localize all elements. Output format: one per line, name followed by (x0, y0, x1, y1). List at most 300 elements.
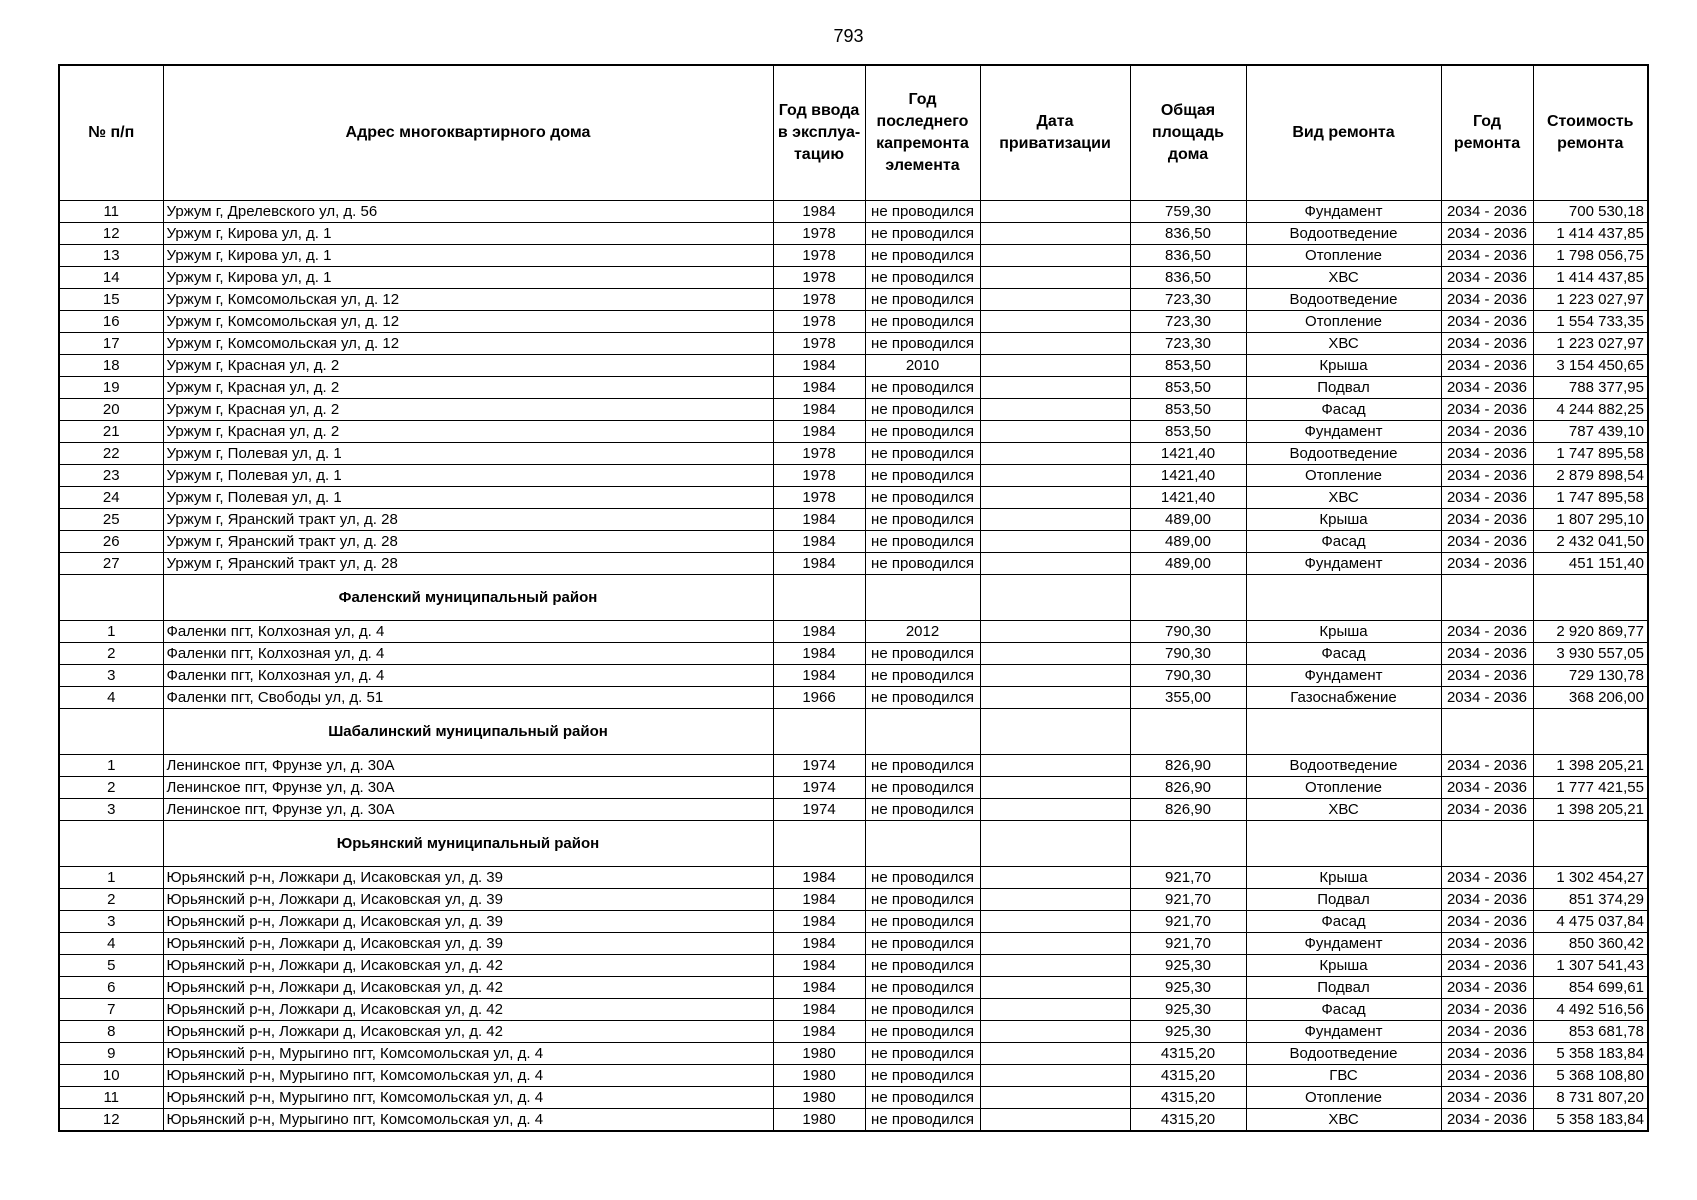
section-empty-cell (1246, 709, 1441, 755)
row-repair-period: 2034 - 2036 (1441, 223, 1533, 245)
table-row (59, 977, 1648, 999)
section-empty-cell (1246, 575, 1441, 621)
row-area: 921,70 (1130, 867, 1246, 889)
row-repair-period: 2034 - 2036 (1441, 1043, 1533, 1065)
row-address: Юрьянский р-н, Ложкари д, Исаковская ул, д. 39 (163, 889, 773, 911)
row-last-repair: не проводился (865, 1087, 980, 1109)
row-year-commission: 1978 (773, 245, 865, 267)
row-repair-type: Крыша (1246, 509, 1441, 531)
row-number: 23 (59, 465, 163, 487)
row-repair-period: 2034 - 2036 (1441, 509, 1533, 531)
row-year-commission: 1984 (773, 933, 865, 955)
row-repair-type: Отопление (1246, 245, 1441, 267)
row-privatization (980, 621, 1130, 643)
row-last-repair: не проводился (865, 665, 980, 687)
section-empty-cell (1441, 821, 1533, 867)
row-address: Уржум г, Кирова ул, д. 1 (163, 245, 773, 267)
row-cost: 1 747 895,58 (1533, 443, 1648, 465)
section-row (59, 821, 1648, 867)
row-cost: 853 681,78 (1533, 1021, 1648, 1043)
header-num: № п/п (59, 65, 163, 201)
row-cost: 700 530,18 (1533, 201, 1648, 223)
row-number: 3 (59, 799, 163, 821)
row-number: 6 (59, 977, 163, 999)
row-address: Фаленки пгт, Свободы ул, д. 51 (163, 687, 773, 709)
row-cost: 8 731 807,20 (1533, 1087, 1648, 1109)
row-year-commission: 1984 (773, 955, 865, 977)
row-year-commission: 1984 (773, 355, 865, 377)
row-address: Уржум г, Кирова ул, д. 1 (163, 223, 773, 245)
row-privatization (980, 955, 1130, 977)
row-repair-period: 2034 - 2036 (1441, 553, 1533, 575)
section-empty-cell (773, 821, 865, 867)
row-cost: 3 154 450,65 (1533, 355, 1648, 377)
row-repair-period: 2034 - 2036 (1441, 421, 1533, 443)
row-cost: 1 398 205,21 (1533, 755, 1648, 777)
row-year-commission: 1984 (773, 531, 865, 553)
row-privatization (980, 933, 1130, 955)
row-last-repair: не проводился (865, 1065, 980, 1087)
row-privatization (980, 687, 1130, 709)
row-number: 20 (59, 399, 163, 421)
row-repair-period: 2034 - 2036 (1441, 333, 1533, 355)
row-cost: 1 223 027,97 (1533, 289, 1648, 311)
row-repair-type: ХВС (1246, 487, 1441, 509)
section-empty-cell (1130, 821, 1246, 867)
row-area: 925,30 (1130, 977, 1246, 999)
row-address: Уржум г, Полевая ул, д. 1 (163, 443, 773, 465)
section-row (59, 575, 1648, 621)
row-last-repair: не проводился (865, 1043, 980, 1065)
table-header-row (59, 65, 1648, 201)
row-cost: 729 130,78 (1533, 665, 1648, 687)
row-cost: 1 414 437,85 (1533, 223, 1648, 245)
row-repair-type: Водоотведение (1246, 289, 1441, 311)
table-row (59, 377, 1648, 399)
row-repair-type: Водоотведение (1246, 755, 1441, 777)
row-repair-type: ГВС (1246, 1065, 1441, 1087)
row-cost: 3 930 557,05 (1533, 643, 1648, 665)
row-last-repair: не проводился (865, 867, 980, 889)
row-repair-type: ХВС (1246, 267, 1441, 289)
row-cost: 2 920 869,77 (1533, 621, 1648, 643)
row-number: 21 (59, 421, 163, 443)
header-privatization-date: Дата приватизации (980, 65, 1130, 201)
row-last-repair: не проводился (865, 311, 980, 333)
row-privatization (980, 889, 1130, 911)
row-area: 925,30 (1130, 999, 1246, 1021)
table-row (59, 889, 1648, 911)
section-empty-cell (1130, 575, 1246, 621)
row-year-commission: 1984 (773, 867, 865, 889)
row-number: 14 (59, 267, 163, 289)
row-cost: 368 206,00 (1533, 687, 1648, 709)
row-address: Уржум г, Яранский тракт ул, д. 28 (163, 553, 773, 575)
row-privatization (980, 245, 1130, 267)
row-number: 26 (59, 531, 163, 553)
section-title: Шабалинский муниципальный район (163, 709, 773, 755)
row-privatization (980, 421, 1130, 443)
row-area: 4315,20 (1130, 1087, 1246, 1109)
row-last-repair: не проводился (865, 889, 980, 911)
row-address: Юрьянский р-н, Мурыгино пгт, Комсомольская ул, д. 4 (163, 1087, 773, 1109)
row-year-commission: 1978 (773, 223, 865, 245)
row-privatization (980, 289, 1130, 311)
row-area: 723,30 (1130, 333, 1246, 355)
table-row (59, 245, 1648, 267)
row-cost: 1 414 437,85 (1533, 267, 1648, 289)
header-year-commission: Год ввода в эксплуа-тацию (773, 65, 865, 201)
row-number: 2 (59, 777, 163, 799)
row-repair-type: Фасад (1246, 911, 1441, 933)
row-address: Фаленки пгт, Колхозная ул, д. 4 (163, 621, 773, 643)
row-address: Юрьянский р-н, Ложкари д, Исаковская ул, д. 42 (163, 955, 773, 977)
row-repair-period: 2034 - 2036 (1441, 531, 1533, 553)
row-year-commission: 1984 (773, 421, 865, 443)
table-row (59, 1087, 1648, 1109)
header-last-repair-year: Год последнего капремонта элемента (865, 65, 980, 201)
table-row (59, 777, 1648, 799)
row-address: Юрьянский р-н, Мурыгино пгт, Комсомольская ул, д. 4 (163, 1109, 773, 1132)
row-repair-period: 2034 - 2036 (1441, 1087, 1533, 1109)
section-empty-cell (1441, 709, 1533, 755)
table-row (59, 755, 1648, 777)
row-privatization (980, 999, 1130, 1021)
row-area: 790,30 (1130, 643, 1246, 665)
row-privatization (980, 911, 1130, 933)
page-number: 793 (833, 26, 864, 46)
row-repair-type: ХВС (1246, 1109, 1441, 1132)
row-privatization (980, 1065, 1130, 1087)
row-number: 7 (59, 999, 163, 1021)
row-year-commission: 1980 (773, 1043, 865, 1065)
row-repair-period: 2034 - 2036 (1441, 1021, 1533, 1043)
row-number: 8 (59, 1021, 163, 1043)
row-area: 921,70 (1130, 933, 1246, 955)
row-number: 17 (59, 333, 163, 355)
row-year-commission: 1980 (773, 1065, 865, 1087)
section-empty-cell (59, 821, 163, 867)
row-repair-type: Крыша (1246, 621, 1441, 643)
row-year-commission: 1984 (773, 553, 865, 575)
row-area: 853,50 (1130, 377, 1246, 399)
row-last-repair: не проводился (865, 201, 980, 223)
table-row (59, 399, 1648, 421)
row-address: Фаленки пгт, Колхозная ул, д. 4 (163, 643, 773, 665)
row-address: Уржум г, Красная ул, д. 2 (163, 355, 773, 377)
row-last-repair: не проводился (865, 421, 980, 443)
row-repair-type: Подвал (1246, 377, 1441, 399)
row-address: Юрьянский р-н, Ложкари д, Исаковская ул, д. 39 (163, 911, 773, 933)
row-privatization (980, 777, 1130, 799)
table-row (59, 311, 1648, 333)
row-area: 826,90 (1130, 755, 1246, 777)
table-row (59, 509, 1648, 531)
row-repair-period: 2034 - 2036 (1441, 621, 1533, 643)
row-cost: 1 807 295,10 (1533, 509, 1648, 531)
row-number: 18 (59, 355, 163, 377)
section-empty-cell (59, 709, 163, 755)
row-year-commission: 1974 (773, 799, 865, 821)
row-cost: 2 879 898,54 (1533, 465, 1648, 487)
row-number: 3 (59, 665, 163, 687)
row-area: 925,30 (1130, 955, 1246, 977)
row-privatization (980, 531, 1130, 553)
header-repair-year: Год ремонта (1441, 65, 1533, 201)
row-last-repair: не проводился (865, 289, 980, 311)
row-year-commission: 1984 (773, 399, 865, 421)
table-row (59, 1043, 1648, 1065)
row-last-repair: не проводился (865, 377, 980, 399)
row-number: 22 (59, 443, 163, 465)
row-privatization (980, 1043, 1130, 1065)
table-row (59, 223, 1648, 245)
row-repair-period: 2034 - 2036 (1441, 443, 1533, 465)
row-repair-period: 2034 - 2036 (1441, 867, 1533, 889)
row-last-repair: не проводился (865, 643, 980, 665)
row-repair-type: Подвал (1246, 977, 1441, 999)
row-address: Уржум г, Полевая ул, д. 1 (163, 465, 773, 487)
row-year-commission: 1978 (773, 267, 865, 289)
row-privatization (980, 399, 1130, 421)
row-last-repair: не проводился (865, 777, 980, 799)
row-cost: 1 302 454,27 (1533, 867, 1648, 889)
row-cost: 1 554 733,35 (1533, 311, 1648, 333)
row-repair-type: Крыша (1246, 867, 1441, 889)
row-area: 853,50 (1130, 399, 1246, 421)
row-number: 4 (59, 933, 163, 955)
table-row (59, 999, 1648, 1021)
header-total-area: Общая площадь дома (1130, 65, 1246, 201)
row-cost: 5 358 183,84 (1533, 1109, 1648, 1132)
section-empty-cell (1246, 821, 1441, 867)
row-address: Ленинское пгт, Фрунзе ул, д. 30А (163, 799, 773, 821)
row-repair-type: Крыша (1246, 355, 1441, 377)
row-address: Уржум г, Яранский тракт ул, д. 28 (163, 509, 773, 531)
row-number: 25 (59, 509, 163, 531)
row-repair-period: 2034 - 2036 (1441, 799, 1533, 821)
row-privatization (980, 201, 1130, 223)
table-row (59, 621, 1648, 643)
row-repair-type: Газоснабжение (1246, 687, 1441, 709)
row-repair-type: Отопление (1246, 311, 1441, 333)
row-last-repair: не проводился (865, 267, 980, 289)
row-privatization (980, 355, 1130, 377)
row-cost: 4 244 882,25 (1533, 399, 1648, 421)
row-address: Ленинское пгт, Фрунзе ул, д. 30А (163, 777, 773, 799)
row-address: Юрьянский р-н, Ложкари д, Исаковская ул, д. 42 (163, 977, 773, 999)
section-title: Фаленский муниципальный район (163, 575, 773, 621)
row-year-commission: 1984 (773, 509, 865, 531)
row-repair-type: Водоотведение (1246, 1043, 1441, 1065)
row-number: 24 (59, 487, 163, 509)
row-area: 836,50 (1130, 267, 1246, 289)
row-cost: 1 747 895,58 (1533, 487, 1648, 509)
row-repair-type: Фасад (1246, 531, 1441, 553)
row-repair-type: Фасад (1246, 999, 1441, 1021)
section-empty-cell (980, 575, 1130, 621)
row-privatization (980, 1087, 1130, 1109)
row-number: 3 (59, 911, 163, 933)
row-privatization (980, 643, 1130, 665)
row-address: Юрьянский р-н, Мурыгино пгт, Комсомольская ул, д. 4 (163, 1043, 773, 1065)
row-year-commission: 1984 (773, 911, 865, 933)
table-row (59, 421, 1648, 443)
row-address: Уржум г, Комсомольская ул, д. 12 (163, 289, 773, 311)
row-area: 853,50 (1130, 421, 1246, 443)
row-privatization (980, 755, 1130, 777)
row-number: 13 (59, 245, 163, 267)
section-empty-cell (59, 575, 163, 621)
row-repair-period: 2034 - 2036 (1441, 1109, 1533, 1132)
row-number: 10 (59, 1065, 163, 1087)
row-repair-type: Крыша (1246, 955, 1441, 977)
row-cost: 4 475 037,84 (1533, 911, 1648, 933)
row-repair-type: ХВС (1246, 799, 1441, 821)
row-number: 2 (59, 889, 163, 911)
row-repair-period: 2034 - 2036 (1441, 643, 1533, 665)
row-address: Уржум г, Яранский тракт ул, д. 28 (163, 531, 773, 553)
table-row (59, 553, 1648, 575)
repair-table (58, 64, 1649, 1132)
row-area: 759,30 (1130, 201, 1246, 223)
row-area: 921,70 (1130, 889, 1246, 911)
row-repair-type: Водоотведение (1246, 443, 1441, 465)
table-row (59, 487, 1648, 509)
row-repair-type: Фасад (1246, 399, 1441, 421)
row-repair-period: 2034 - 2036 (1441, 201, 1533, 223)
row-year-commission: 1984 (773, 977, 865, 999)
row-year-commission: 1974 (773, 755, 865, 777)
row-repair-period: 2034 - 2036 (1441, 977, 1533, 999)
row-year-commission: 1966 (773, 687, 865, 709)
row-privatization (980, 553, 1130, 575)
table-row (59, 201, 1648, 223)
row-number: 1 (59, 621, 163, 643)
row-privatization (980, 509, 1130, 531)
section-empty-cell (980, 821, 1130, 867)
row-privatization (980, 867, 1130, 889)
section-row (59, 709, 1648, 755)
row-number: 2 (59, 643, 163, 665)
row-repair-period: 2034 - 2036 (1441, 955, 1533, 977)
row-address: Уржум г, Красная ул, д. 2 (163, 377, 773, 399)
row-year-commission: 1984 (773, 999, 865, 1021)
row-area: 836,50 (1130, 223, 1246, 245)
row-number: 4 (59, 687, 163, 709)
row-privatization (980, 333, 1130, 355)
row-year-commission: 1984 (773, 201, 865, 223)
section-empty-cell (980, 709, 1130, 755)
row-area: 836,50 (1130, 245, 1246, 267)
row-cost: 1 798 056,75 (1533, 245, 1648, 267)
row-repair-type: Фундамент (1246, 553, 1441, 575)
row-repair-period: 2034 - 2036 (1441, 933, 1533, 955)
row-cost: 788 377,95 (1533, 377, 1648, 399)
row-last-repair: не проводился (865, 487, 980, 509)
row-year-commission: 1978 (773, 487, 865, 509)
row-year-commission: 1984 (773, 665, 865, 687)
row-address: Уржум г, Дрелевского ул, д. 56 (163, 201, 773, 223)
row-number: 15 (59, 289, 163, 311)
row-last-repair: не проводился (865, 465, 980, 487)
section-title: Юрьянский муниципальный район (163, 821, 773, 867)
row-year-commission: 1984 (773, 643, 865, 665)
row-area: 1421,40 (1130, 443, 1246, 465)
row-number: 12 (59, 223, 163, 245)
row-repair-type: Водоотведение (1246, 223, 1441, 245)
row-last-repair: не проводился (865, 955, 980, 977)
table-row (59, 867, 1648, 889)
row-cost: 4 492 516,56 (1533, 999, 1648, 1021)
row-cost: 787 439,10 (1533, 421, 1648, 443)
table-row (59, 665, 1648, 687)
row-area: 723,30 (1130, 311, 1246, 333)
row-cost: 2 432 041,50 (1533, 531, 1648, 553)
row-year-commission: 1984 (773, 377, 865, 399)
row-address: Юрьянский р-н, Ложкари д, Исаковская ул, д. 42 (163, 1021, 773, 1043)
row-last-repair: не проводился (865, 911, 980, 933)
row-privatization (980, 443, 1130, 465)
row-last-repair: не проводился (865, 245, 980, 267)
row-area: 489,00 (1130, 531, 1246, 553)
row-repair-type: Отопление (1246, 465, 1441, 487)
row-address: Уржум г, Полевая ул, д. 1 (163, 487, 773, 509)
section-empty-cell (773, 709, 865, 755)
row-last-repair: не проводился (865, 531, 980, 553)
table-row (59, 333, 1648, 355)
row-last-repair: не проводился (865, 553, 980, 575)
row-repair-period: 2034 - 2036 (1441, 687, 1533, 709)
row-number: 9 (59, 1043, 163, 1065)
row-year-commission: 1978 (773, 333, 865, 355)
row-privatization (980, 223, 1130, 245)
row-last-repair: не проводился (865, 799, 980, 821)
row-area: 790,30 (1130, 621, 1246, 643)
row-repair-period: 2034 - 2036 (1441, 1065, 1533, 1087)
row-year-commission: 1984 (773, 1021, 865, 1043)
row-year-commission: 1984 (773, 889, 865, 911)
table-row (59, 443, 1648, 465)
row-repair-period: 2034 - 2036 (1441, 465, 1533, 487)
row-address: Ленинское пгт, Фрунзе ул, д. 30А (163, 755, 773, 777)
row-area: 489,00 (1130, 553, 1246, 575)
row-last-repair: не проводился (865, 509, 980, 531)
row-number: 5 (59, 955, 163, 977)
section-empty-cell (865, 575, 980, 621)
row-area: 925,30 (1130, 1021, 1246, 1043)
section-empty-cell (865, 709, 980, 755)
row-repair-period: 2034 - 2036 (1441, 355, 1533, 377)
row-repair-type: Подвал (1246, 889, 1441, 911)
row-privatization (980, 1021, 1130, 1043)
row-repair-period: 2034 - 2036 (1441, 889, 1533, 911)
row-address: Юрьянский р-н, Мурыгино пгт, Комсомольская ул, д. 4 (163, 1065, 773, 1087)
row-privatization (980, 665, 1130, 687)
table-row (59, 531, 1648, 553)
row-area: 853,50 (1130, 355, 1246, 377)
row-last-repair: не проводился (865, 687, 980, 709)
row-last-repair: не проводился (865, 977, 980, 999)
row-repair-type: ХВС (1246, 333, 1441, 355)
row-address: Фаленки пгт, Колхозная ул, д. 4 (163, 665, 773, 687)
row-address: Уржум г, Кирова ул, д. 1 (163, 267, 773, 289)
header-address: Адрес многоквартирного дома (163, 65, 773, 201)
table-row (59, 955, 1648, 977)
table-row (59, 1109, 1648, 1132)
table-row (59, 355, 1648, 377)
row-area: 4315,20 (1130, 1109, 1246, 1132)
